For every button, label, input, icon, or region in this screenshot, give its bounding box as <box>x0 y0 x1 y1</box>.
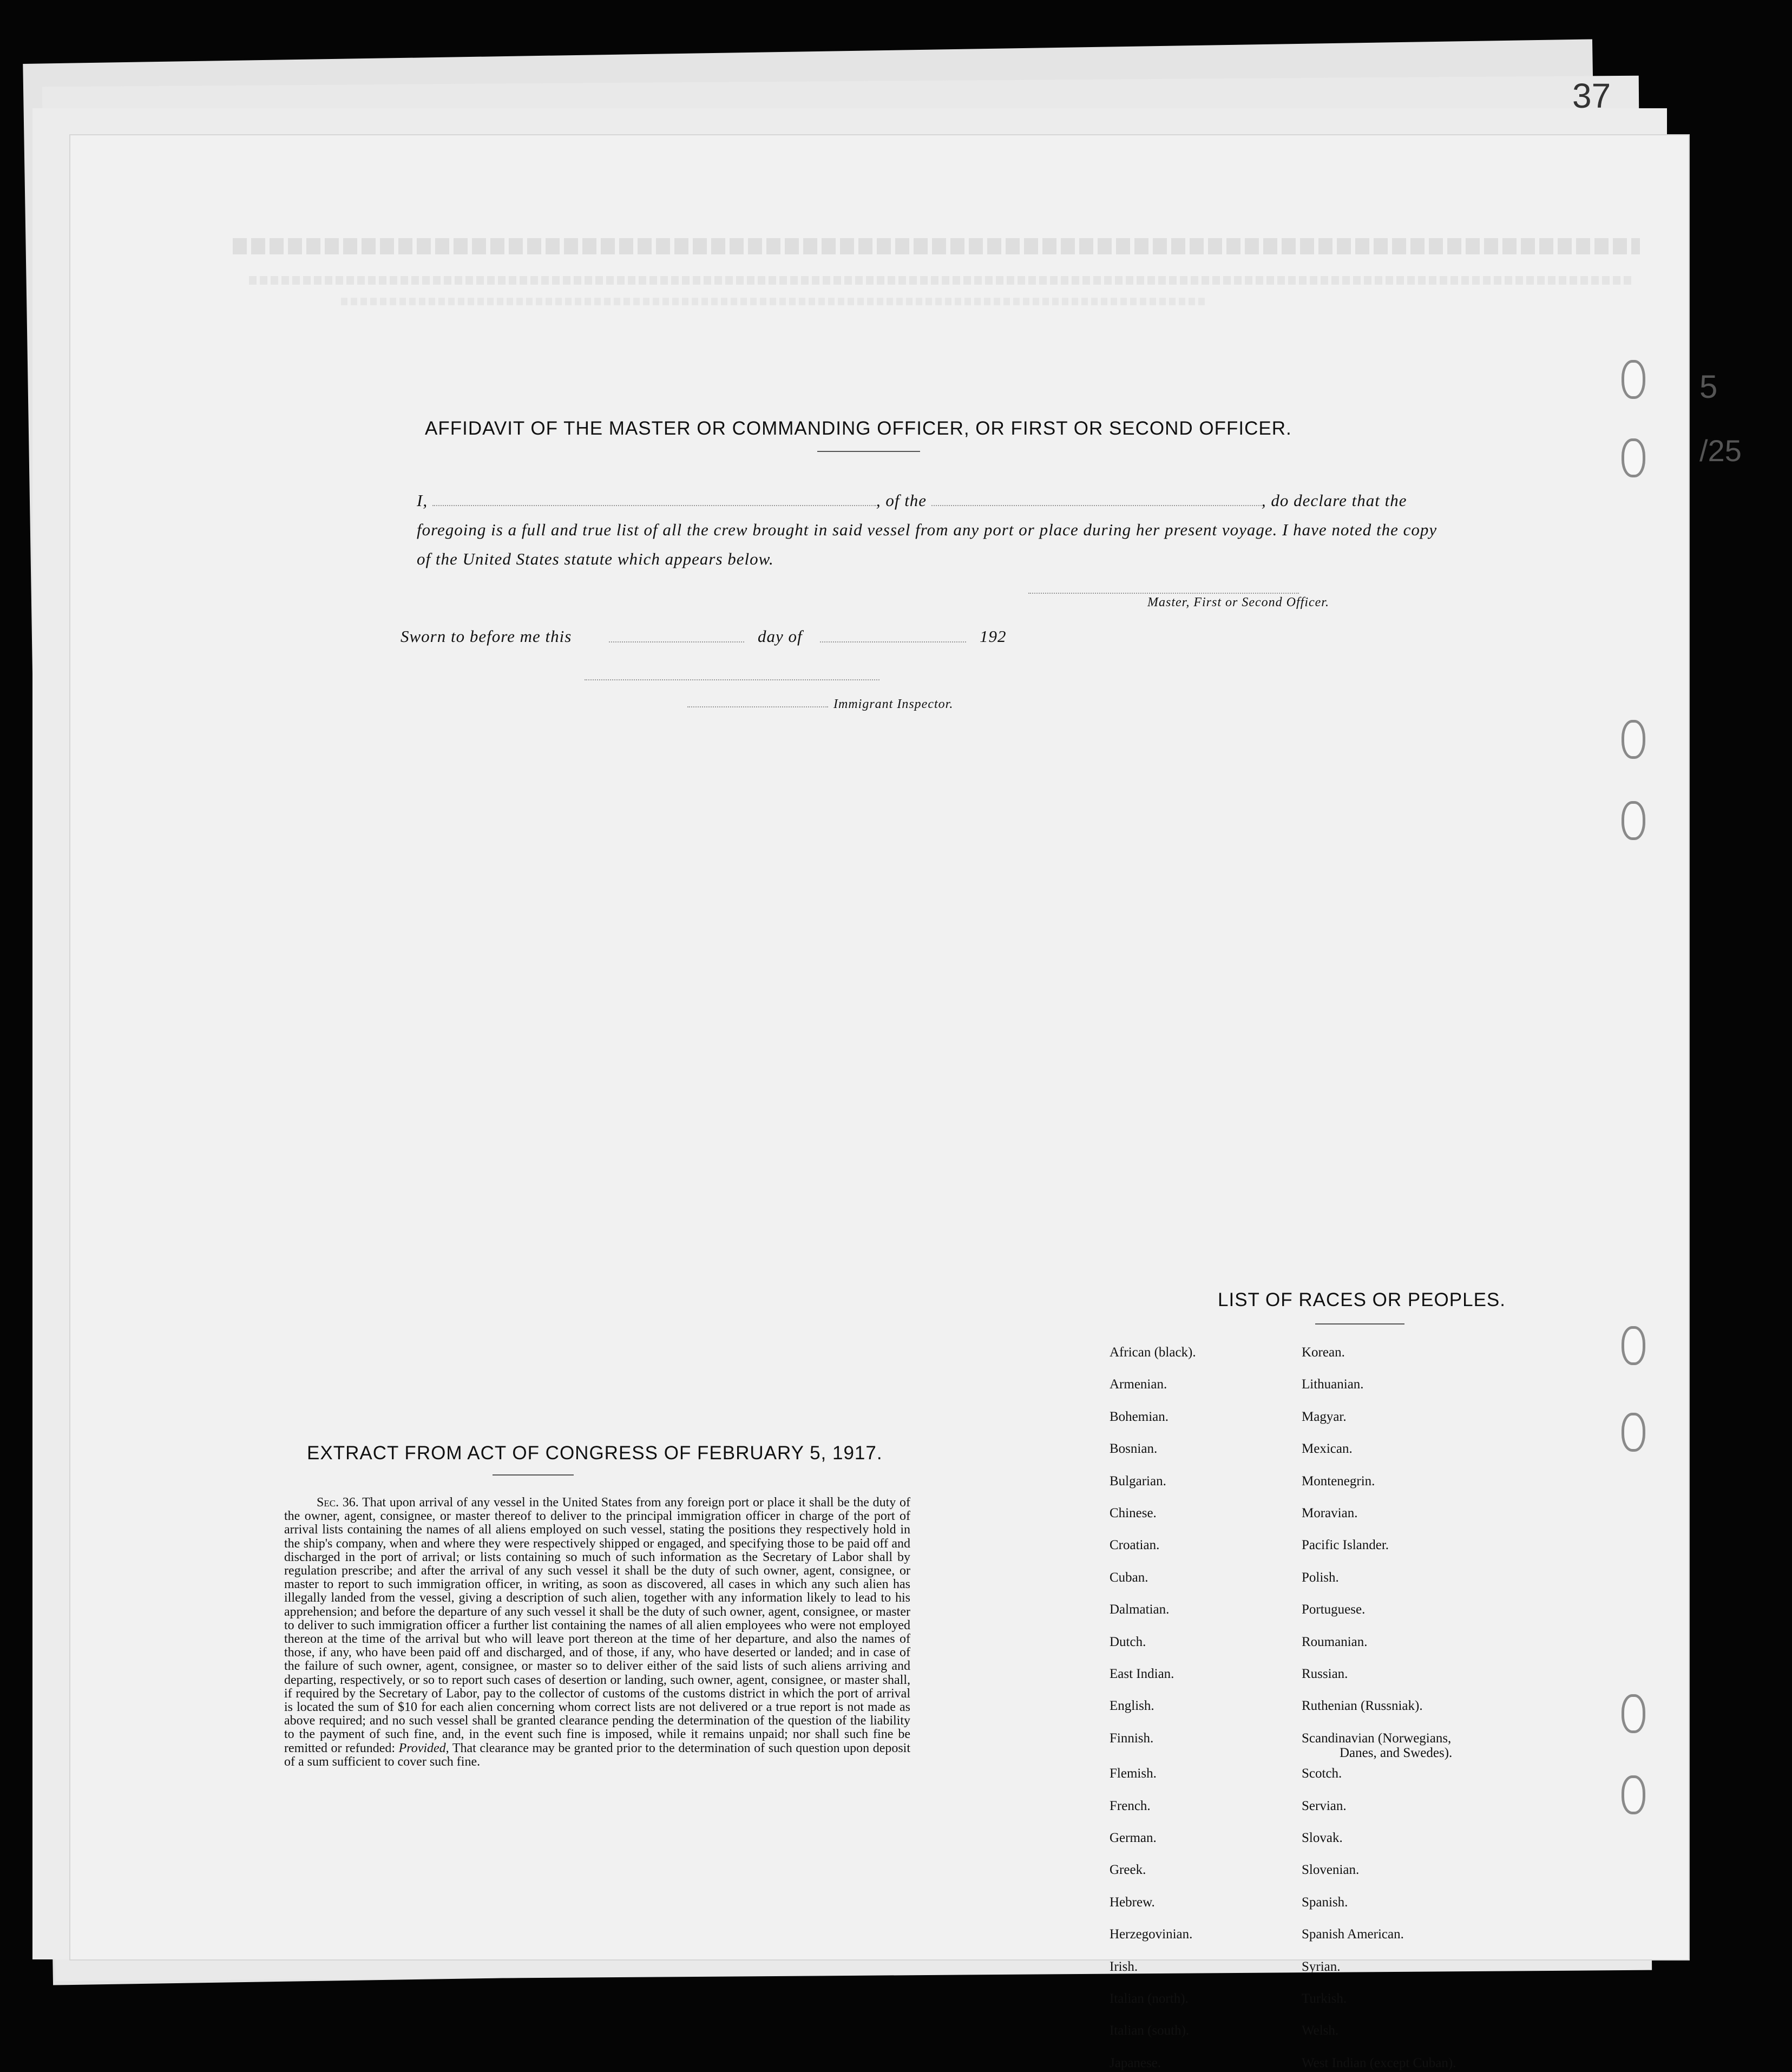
extract-text-part1: That upon arrival of any vessel in the United States from any foreign port or place it shall be the duty of the owner, agent, consignee, or master thereof to deliver to the principal immigration officer in charge of the port of arrival lists containing the names of all aliens employed on such vessel, stating the positions they respectively hold in the ship's company, when and where they were respectively shipped or engaged, and specifying those to be paid off and discharged in the port of arrival; or lists containing so much of such information as the Secretary of Labor shall by regulation prescribe; and after the arrival of any such vessel it shall be the duty of such owner, agent, consignee, or master to report to such immigration officer, in writing, as soon as discovered, all cases in which any such alien has illegally landed from the vessel, giving a description of such alien, together with any information likely to lead to his apprehension; and before the departure of any such vessel it shall be the duty of such owner, agent, consignee, or master to deliver to such immigration officer a further list containing the names of all alien employees who were not employed thereon at the time of the arrival but who will leave port thereon at the time of her departure, and also the names of those, if any, who have been paid off and discharged, and of those, if any, who have deserted or landed; and in case of the failure of such owner, agent, consignee, or master so to deliver either of the said lists of such aliens arriving and departing, respectively, or so to report such cases of desertion or landing, such owner, agent, consignee, or master shall, if required by the Secretary of Labor, pay to the collector of customs of the customs district in which the port of arrival is located the sum of $10 for each alien concerning whom correct lists are not delivered or a true report is not made as above required; and no such vessel shall be granted clearance pending the determination of the question of the liability to the payment of such fine, and, in the event such fine is imposed, while it remains unpaid; nor shall such fine be remitted or refunded: <box>284 1496 910 1755</box>
inspector-signature-line-2[interactable] <box>687 706 828 707</box>
master-signature-line[interactable] <box>1028 593 1299 594</box>
race-item: Chinese. <box>1110 1506 1157 1520</box>
punch-hole <box>1622 1413 1645 1452</box>
title-rule <box>817 451 920 452</box>
bleed-through-band <box>233 238 1640 254</box>
race-item: French. <box>1110 1798 1151 1813</box>
races-title-rule <box>1315 1323 1404 1324</box>
race-item: Welsh. <box>1302 2023 1339 2038</box>
do-declare-label: , do declare <box>1261 491 1347 510</box>
margin-mark: 5 <box>1699 369 1718 405</box>
race-item: English. <box>1110 1699 1154 1714</box>
race-item: German. <box>1110 1831 1157 1845</box>
race-item: Scandinavian (Norwegians, <box>1302 1730 1452 1746</box>
race-item: Moravian. <box>1302 1506 1358 1520</box>
race-item: Slovak. <box>1302 1831 1343 1845</box>
race-item: Slovenian. <box>1302 1863 1360 1878</box>
race-item: Syrian. <box>1302 1959 1341 1974</box>
declaration-body: that the foregoing is a full and true list of all the crew brought in said vessel from any port or place during her present voyage. I have noted the copy of the United States statute which appears below. <box>417 491 1437 568</box>
race-item: Polish. <box>1302 1570 1339 1585</box>
race-item: Bulgarian. <box>1110 1473 1166 1489</box>
race-item: Japanese. <box>1110 2055 1161 2070</box>
race-item: Montenegrin. <box>1302 1473 1375 1489</box>
sheet-number: 37 <box>1572 76 1611 115</box>
punch-hole <box>1622 1775 1645 1814</box>
punch-hole <box>1622 1326 1645 1365</box>
sworn-month-field[interactable] <box>820 641 966 642</box>
declaration-start: I, <box>417 491 428 510</box>
bleed-through-band <box>249 276 1635 285</box>
extract-title: EXTRACT FROM ACT OF CONGRESS OF FEBRUARY 5, 1917. <box>307 1442 883 1464</box>
race-item: Scotch. <box>1302 1766 1342 1781</box>
race-item: Portuguese. <box>1302 1602 1366 1617</box>
extract-text-part2: That clearance may be granted prior to the determination of such question upon deposit of a sum sufficient to cover such fine. <box>284 1741 911 1769</box>
race-item: Spanish American. <box>1302 1927 1404 1942</box>
race-item: Irish. <box>1110 1959 1138 1974</box>
race-item: Herzegovinian. <box>1110 1927 1193 1942</box>
vessel-name-field[interactable] <box>931 492 1262 506</box>
punch-hole <box>1622 720 1645 759</box>
race-item: Mexican. <box>1302 1441 1353 1457</box>
race-item: Ruthenian (Russniak). <box>1302 1699 1423 1714</box>
race-item: Korean. <box>1302 1345 1345 1360</box>
bleed-through-band <box>341 298 1207 305</box>
race-item: Cuban. <box>1110 1570 1148 1585</box>
punch-hole <box>1622 801 1645 840</box>
sworn-prefix: Sworn to before me this <box>401 627 572 646</box>
race-item: Bohemian. <box>1110 1409 1169 1424</box>
sworn-day-field[interactable] <box>609 641 744 642</box>
race-item: West Indian (except Cuban). <box>1302 2055 1456 2070</box>
race-item: Dutch. <box>1110 1634 1146 1649</box>
margin-mark: /25 <box>1699 434 1742 468</box>
year-prefix: 192 <box>980 627 1007 646</box>
inspector-signature-line[interactable] <box>585 679 879 680</box>
race-item: Italian (south). <box>1110 2023 1190 2038</box>
punch-hole <box>1622 438 1645 477</box>
inspector-label: Immigrant Inspector. <box>833 697 954 711</box>
race-item-continuation: Danes, and Swedes). <box>1340 1745 1453 1760</box>
race-item: Croatian. <box>1110 1538 1160 1553</box>
race-item: Spanish. <box>1302 1894 1348 1910</box>
race-item: Greek. <box>1110 1863 1146 1878</box>
of-the-label: , of the <box>876 491 927 510</box>
race-item: Servian. <box>1302 1798 1347 1813</box>
affidavit-declaration <box>417 486 1450 574</box>
race-item: Hebrew. <box>1110 1894 1155 1910</box>
race-item: Pacific Islander. <box>1302 1538 1389 1553</box>
race-item: Lithuanian. <box>1302 1377 1364 1392</box>
punch-hole <box>1622 1694 1645 1733</box>
race-item: Bosnian. <box>1110 1441 1158 1457</box>
race-item: Russian. <box>1302 1667 1348 1681</box>
race-item: Turkish. <box>1302 1991 1347 2006</box>
races-title: LIST OF RACES OR PEOPLES. <box>1218 1289 1506 1310</box>
provided-label: Provided, <box>398 1741 449 1755</box>
race-item: Italian (north). <box>1110 1991 1189 2006</box>
extract-body <box>284 1496 910 1769</box>
document-page <box>70 135 1689 2070</box>
affidavit-title: AFFIDAVIT OF THE MASTER OR COMMANDING OFFICER, OR FIRST OR SECOND OFFICER. <box>425 418 1292 439</box>
day-of-label: day of <box>758 627 803 646</box>
race-item: Armenian. <box>1110 1377 1167 1392</box>
race-item: Finnish. <box>1110 1730 1154 1746</box>
race-item: African (black). <box>1110 1345 1196 1360</box>
race-item: Magyar. <box>1302 1409 1347 1424</box>
race-item: Roumanian. <box>1302 1634 1368 1649</box>
race-item: East Indian. <box>1110 1667 1174 1681</box>
master-signature-label: Master, First or Second Officer. <box>1147 595 1329 609</box>
extract-title-rule <box>493 1474 574 1476</box>
section-label: Sec. 36. <box>317 1496 359 1510</box>
punch-hole <box>1622 360 1645 399</box>
race-item: Flemish. <box>1110 1766 1157 1781</box>
master-name-field[interactable] <box>432 492 876 506</box>
race-item: Dalmatian. <box>1110 1602 1170 1617</box>
